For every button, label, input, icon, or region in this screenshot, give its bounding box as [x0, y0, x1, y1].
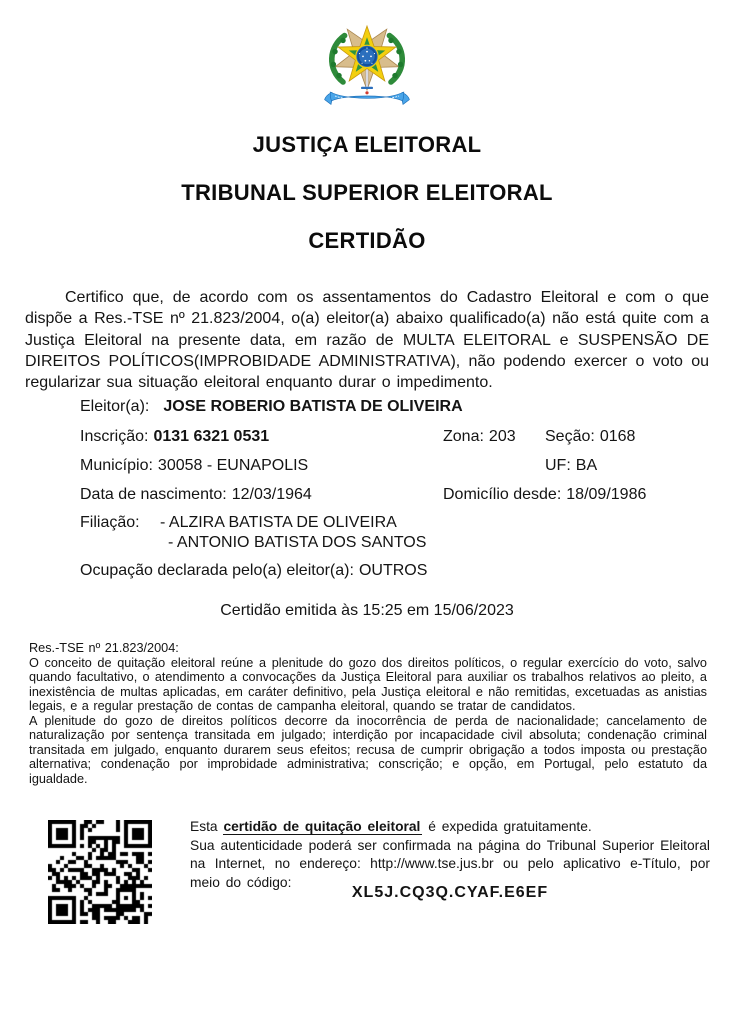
secao-label: Seção:: [545, 428, 595, 445]
uf-label: UF:: [545, 457, 571, 474]
secao-value: 0168: [599, 428, 636, 445]
field-row-municipio: [0, 457, 734, 478]
field-row-inscricao: [0, 428, 734, 449]
municipio-value: 30058 - EUNAPOLIS: [157, 457, 309, 474]
legal-paragraph-1: O conceito de quitação eleitoral reúne a plenitude do gozo dos direitos políticos, o regular exercício do voto, salvo quando facultativo, o atendimento a convocações da Justiça Eleitoral para auxiliar os trabalhos relativos ao pleito, a inexistência de multas aplicadas, em caráter definitivo, pela Justiça eleitoral e não remitidas, excetuadas as anistias legais, e a regular prestação de contas de campanha eleitoral, quando se tratar de candidatos.: [29, 655, 707, 713]
field-row-nascimento: [0, 486, 734, 507]
verification-code: XL5J.CQ3Q.CYAF.E6EF: [351, 884, 549, 901]
header-tribunal-superior: TRIBUNAL SUPERIOR ELEITORAL: [181, 180, 553, 205]
legal-notes: [29, 641, 707, 786]
zona-label: Zona:: [443, 428, 484, 445]
eleitor-value: JOSE ROBERIO BATISTA DE OLIVEIRA: [163, 398, 463, 415]
emission-timestamp: Certidão emitida às 15:25 em 15/06/2023: [220, 602, 514, 619]
field-row-ocupacao: [0, 562, 734, 583]
qr-code: [48, 820, 152, 924]
nascimento-label: Data de nascimento:: [80, 486, 227, 503]
ocupacao-label: Ocupação declarada pelo(a) eleitor(a):: [80, 562, 354, 579]
header-justica-eleitoral: JUSTIÇA ELEITORAL: [252, 132, 482, 157]
filiacao-label: Filiação:: [80, 514, 140, 531]
domicilio-label: Domicílio desde:: [443, 486, 562, 503]
brazil-coat-of-arms-icon: [319, 20, 415, 112]
municipio-label: Município:: [80, 457, 153, 474]
field-row-eleitor: [0, 398, 734, 419]
footer-auth-text: Sua autenticidade poderá ser confirmada na página do Tribunal Superior Eleitoral na Internet, no endereço: http://www.tse.jus.br ou pelo aplicativo e-Título, por meio do código:: [190, 837, 710, 890]
header-certidao: CERTIDÃO: [308, 228, 426, 253]
domicilio-value: 18/09/1986: [566, 486, 647, 503]
ocupacao-value: OUTROS: [358, 562, 428, 579]
inscricao-value: 0131 6321 0531: [153, 428, 270, 445]
intro-paragraph: Certifico que, de acordo com os assentamentos do Cadastro Eleitoral e com o que dispõe a Res.-TSE nº 21.823/2004, o(a) eleitor(a) abaixo qualificado(a) não está quite com a Justiça Eleitoral na presente data, em razão de MULTA ELEITORAL e SUSPENSÃO DE DIREITOS POLÍTICOS(IMPROBIDADE ADMINISTRATIVA), não podendo exercer o voto ou regularizar sua situação eleitoral enquanto durar o impedimento.: [25, 289, 709, 392]
filiacao-father: - ANTONIO BATISTA DOS SANTOS: [168, 534, 427, 551]
eleitor-label: Eleitor(a):: [80, 398, 150, 415]
zona-value: 203: [488, 428, 516, 445]
emblem-sword-pommel: [365, 91, 368, 94]
footer-authenticity-block: [190, 818, 710, 892]
emblem-sword-guard: [361, 87, 373, 89]
field-row-filiacao: [0, 514, 734, 555]
filiacao-mother: - ALZIRA BATISTA DE OLIVEIRA: [160, 514, 397, 531]
nascimento-value: 12/03/1964: [231, 486, 312, 503]
inscricao-label: Inscrição:: [80, 428, 149, 445]
footer-sentence-bold: certidão de quitação eleitoral: [223, 819, 421, 834]
uf-value: BA: [575, 457, 598, 474]
footer-sentence-prefix: Esta: [190, 819, 224, 834]
legal-resolution-title: Res.-TSE nº 21.823/2004:: [29, 641, 179, 655]
legal-paragraph-2: A plenitude do gozo de direitos políticos decorre da inocorrência de perda de nacionalidade; cancelamento de naturalização por sentença transitada em julgado; interdição por incapacidade civil absoluta; condenação criminal transitada em julgado, enquanto durarem seus efeitos; recusa de cumprir obrigação a todos imposta ou prestação alternativa; condenação por improbidade administrativa; conscrição; e opção, em Portugal, pelo estatuto da igualdade.: [29, 713, 707, 786]
footer-sentence-suffix: é expedida gratuitamente.: [422, 819, 592, 834]
